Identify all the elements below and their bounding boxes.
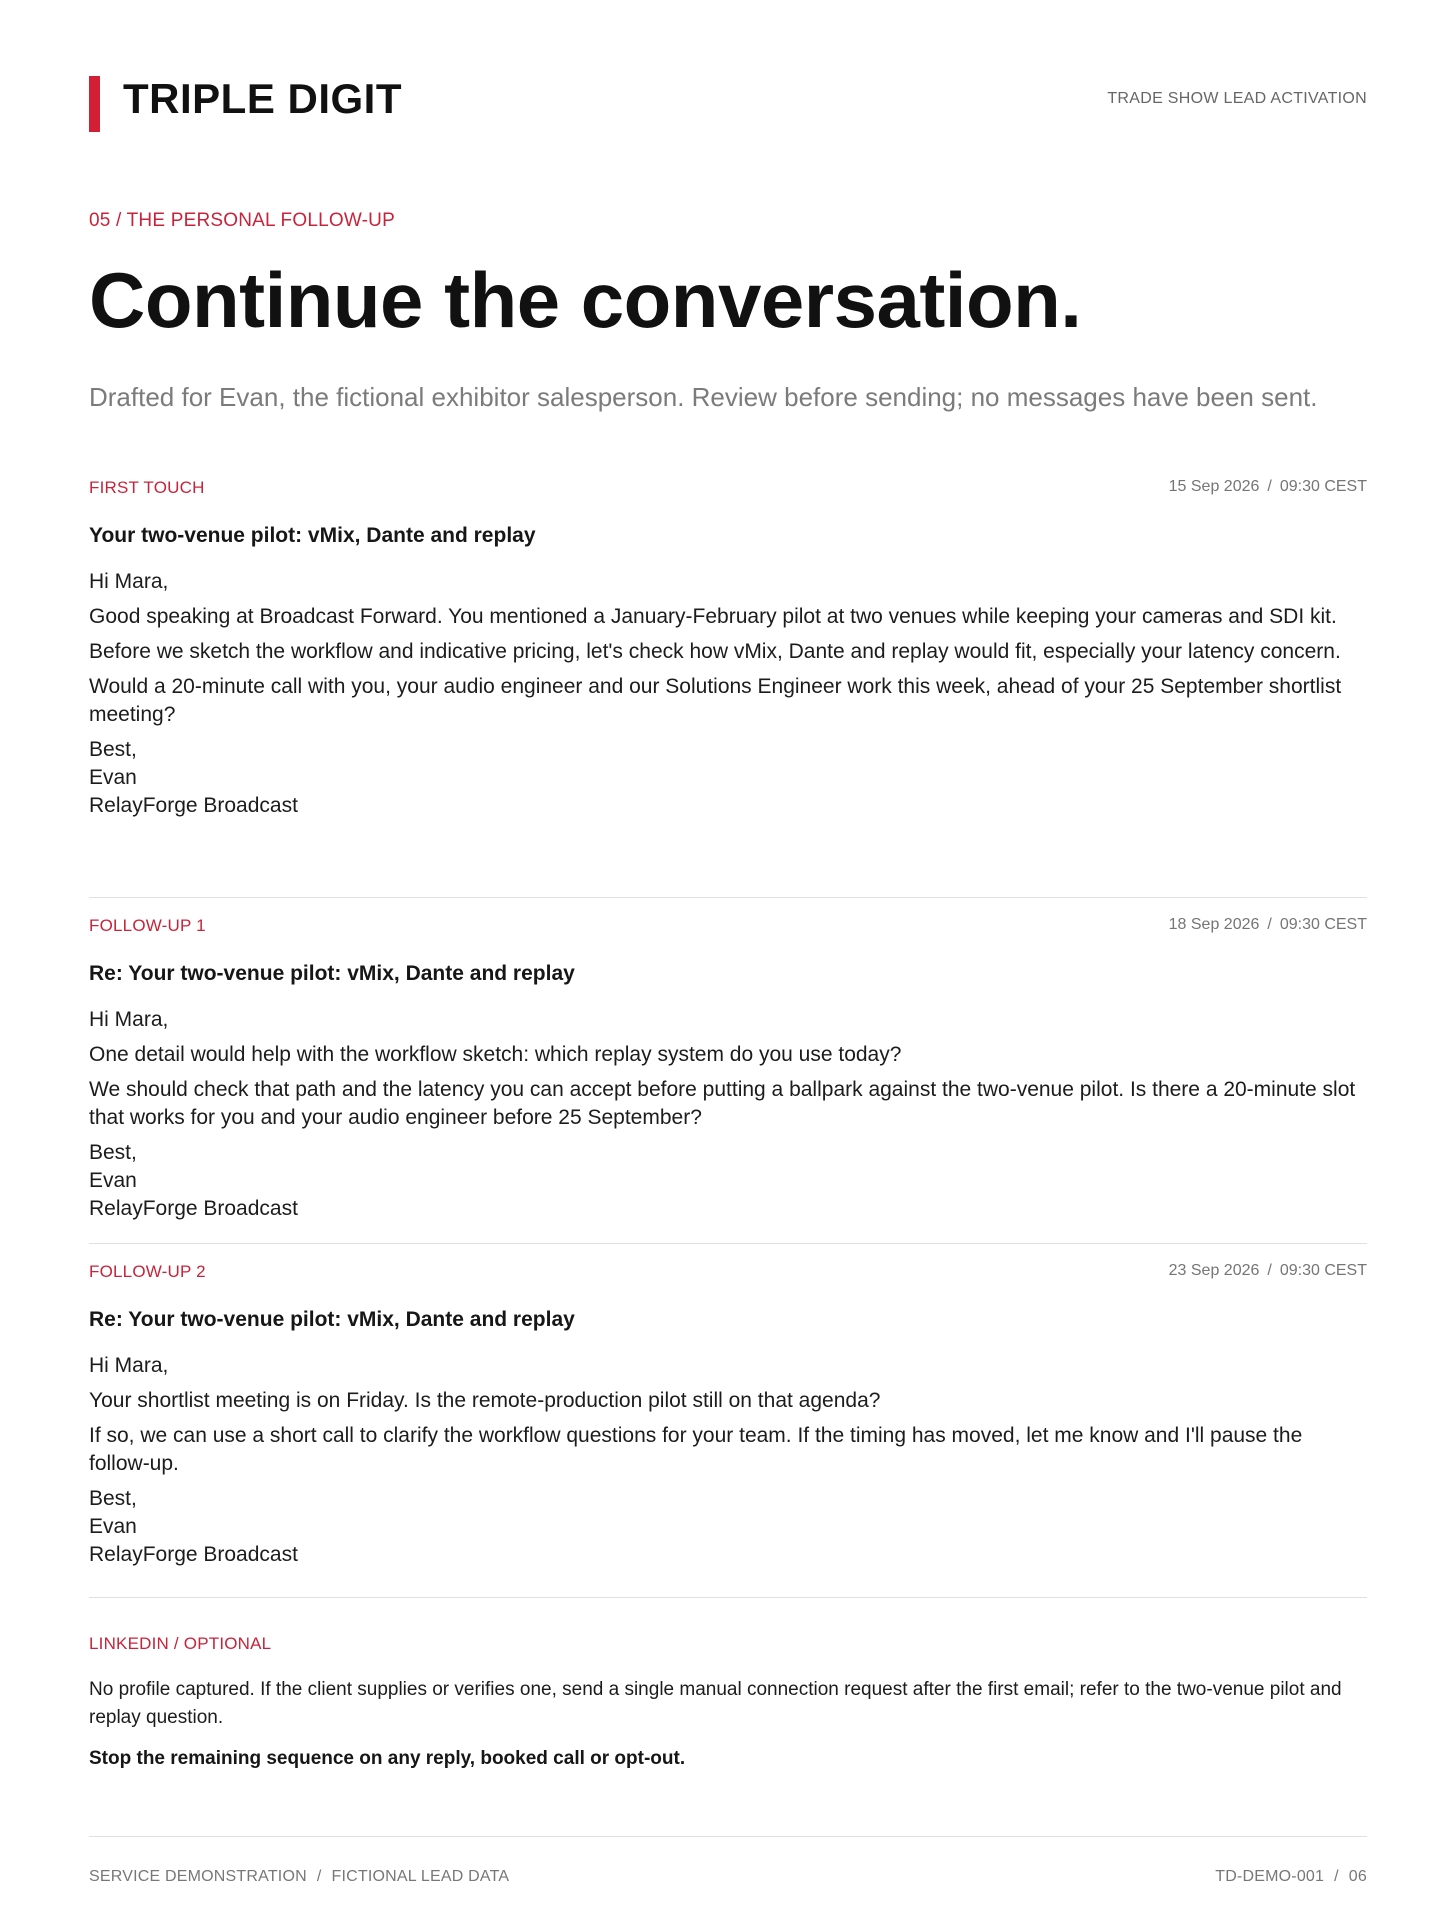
email-schedule — [1169, 478, 1367, 496]
signature-name: Evan — [89, 766, 137, 789]
email-header — [89, 1262, 1367, 1286]
signature-signoff: Best, — [89, 1487, 137, 1510]
footer-label: FICTIONAL LEAD DATA — [331, 1868, 510, 1885]
footer-separator: / — [1334, 1868, 1339, 1885]
footer-label: SERVICE DEMONSTRATION — [89, 1868, 307, 1885]
section-divider — [89, 1597, 1367, 1598]
schedule-separator: / — [1267, 916, 1272, 933]
email-paragraph: Your shortlist meeting is on Friday. Is the remote-production pilot still on that agenda? — [89, 1389, 881, 1412]
signature-company: RelayForge Broadcast — [89, 794, 298, 817]
email-body — [89, 568, 1367, 820]
email-greeting: Hi Mara, — [89, 1354, 169, 1377]
email-greeting: Hi Mara, — [89, 1008, 169, 1031]
document-page — [89, 0, 1367, 1920]
signature-company: RelayForge Broadcast — [89, 1197, 298, 1220]
email-stage-label: FOLLOW-UP 2 — [89, 1262, 206, 1281]
email-follow-up-2 — [89, 1262, 1367, 1569]
brand-logo-text: TRIPLE DIGIT — [123, 75, 402, 122]
linkedin-label: LINKEDIN / OPTIONAL — [89, 1634, 272, 1653]
email-date: 18 Sep 2026 — [1168, 916, 1260, 933]
signature-name: Evan — [89, 1169, 137, 1192]
email-paragraph: Before we sketch the workflow and indicative pricing, let's check how vMix, Dante and replay would fit, especially your latency concern. — [89, 640, 1341, 663]
signature-signoff: Best, — [89, 738, 137, 761]
brand-accent-bar — [89, 76, 100, 132]
email-greeting: Hi Mara, — [89, 570, 169, 593]
email-body — [89, 1352, 1367, 1569]
email-time: 09:30 CEST — [1279, 916, 1367, 933]
email-paragraph: One detail would help with the workflow sketch: which replay system do you use today? — [89, 1043, 902, 1066]
stop-rule: Stop the remaining sequence on any reply, booked call or opt-out. — [89, 1748, 686, 1769]
email-header — [89, 478, 1367, 502]
email-signature — [89, 736, 1367, 820]
footer-divider — [89, 1836, 1367, 1837]
email-schedule — [1169, 916, 1367, 934]
schedule-separator: / — [1267, 478, 1272, 495]
email-signature — [89, 1139, 1367, 1223]
footer-left — [89, 1868, 509, 1886]
header-tagline: TRADE SHOW LEAD ACTIVATION — [1107, 90, 1367, 107]
email-stage-label: FIRST TOUCH — [89, 478, 205, 497]
section-divider — [89, 1243, 1367, 1244]
section-eyebrow: 05 / THE PERSONAL FOLLOW-UP — [89, 210, 395, 231]
schedule-separator: / — [1267, 1262, 1272, 1279]
section-divider — [89, 897, 1367, 898]
page-number: 06 — [1348, 1868, 1367, 1885]
footer-separator: / — [316, 1868, 322, 1885]
signature-name: Evan — [89, 1515, 137, 1538]
signature-signoff: Best, — [89, 1141, 137, 1164]
email-header — [89, 916, 1367, 940]
page-header — [89, 76, 1367, 132]
email-date: 15 Sep 2026 — [1168, 478, 1260, 495]
email-date: 23 Sep 2026 — [1168, 1262, 1260, 1279]
email-time: 09:30 CEST — [1279, 478, 1367, 495]
email-subject: Your two-venue pilot: vMix, Dante and replay — [89, 524, 536, 547]
linkedin-note — [89, 1634, 1367, 1770]
email-body — [89, 1006, 1367, 1223]
email-signature — [89, 1485, 1367, 1569]
email-follow-up-1 — [89, 916, 1367, 1223]
footer-right — [1215, 1868, 1367, 1886]
linkedin-text: No profile captured. If the client supplies or verifies one, send a single manual connection request after the first email; refer to the two-venue pilot and replay question. — [89, 1679, 1342, 1728]
page-subtitle: Drafted for Evan, the fictional exhibitor salesperson. Review before sending; no messages have been sent. — [89, 382, 1318, 412]
email-paragraph: We should check that path and the latency you can accept before putting a ballpark against the two-venue pilot. Is there a 20-minute slot that works for you and your audio engineer before 25 September? — [89, 1078, 1356, 1129]
email-first-touch — [89, 478, 1367, 820]
email-paragraph: If so, we can use a short call to clarify the workflow questions for your team. If the timing has moved, let me know and I'll pause the follow-up. — [89, 1424, 1303, 1475]
email-time: 09:30 CEST — [1279, 1262, 1367, 1279]
page-title: Continue the conversation. — [89, 256, 1082, 344]
email-subject: Re: Your two-venue pilot: vMix, Dante and replay — [89, 962, 575, 985]
email-paragraph: Would a 20-minute call with you, your audio engineer and our Solutions Engineer work this week, ahead of your 25 September shortlist meeting? — [89, 675, 1342, 726]
document-id: TD-DEMO-001 — [1215, 1868, 1325, 1885]
email-paragraph: Good speaking at Broadcast Forward. You mentioned a January-February pilot at two venues while keeping your cameras and SDI kit. — [89, 605, 1337, 628]
signature-company: RelayForge Broadcast — [89, 1543, 298, 1566]
email-stage-label: FOLLOW-UP 1 — [89, 916, 206, 935]
email-subject: Re: Your two-venue pilot: vMix, Dante and replay — [89, 1308, 575, 1331]
email-schedule — [1169, 1262, 1367, 1280]
